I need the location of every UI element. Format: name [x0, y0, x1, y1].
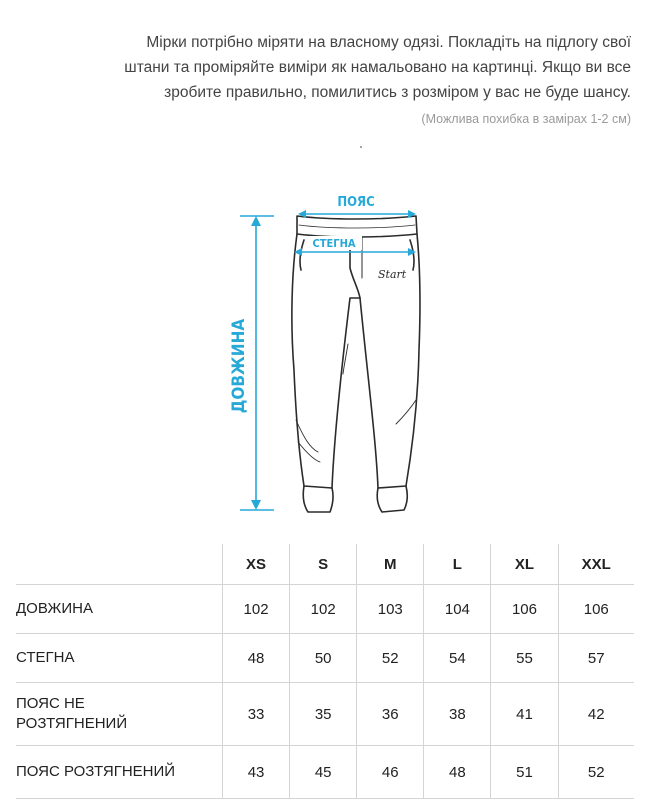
table-row [16, 683, 634, 746]
pants-measurement-diagram [200, 180, 440, 520]
table-cell: 48 [424, 746, 491, 799]
size-header: XL [491, 544, 558, 585]
table-cell: 106 [491, 585, 558, 634]
waist-label: ПОЯС [337, 195, 375, 210]
row-label-waist-relaxed [16, 683, 223, 746]
decorative-dot [360, 146, 362, 148]
table-cell: 102 [290, 585, 357, 634]
table-row [16, 585, 634, 634]
row-label-line: ПОЯС НЕ [16, 695, 85, 712]
row-label-hips: СТЕГНА [16, 634, 223, 683]
table-cell: 45 [290, 746, 357, 799]
table-cell: 102 [223, 585, 290, 634]
pants-outline [292, 216, 420, 512]
table-cell: 41 [491, 683, 558, 746]
table-cell: 43 [223, 746, 290, 799]
hips-label: СТЕГНА [312, 237, 356, 250]
table-cell: 38 [424, 683, 491, 746]
table-cell: 51 [491, 746, 558, 799]
length-label: ДОВЖИНА [229, 318, 249, 414]
row-label-waist-stretched: ПОЯС РОЗТЯГНЕНИЙ [16, 746, 223, 799]
measurement-error-note: (Можлива похибка в замірах 1-2 см) [421, 112, 631, 126]
table-cell: 35 [290, 683, 357, 746]
table-cell: 55 [491, 634, 558, 683]
row-label-length: ДОВЖИНА [16, 585, 223, 634]
table-cell: 104 [424, 585, 491, 634]
table-cell: 52 [357, 634, 424, 683]
intro-line-2: штани та проміряйте виміри як намальовано на картинці. Якщо ви все [124, 59, 631, 76]
size-header-row [16, 544, 634, 585]
table-cell: 106 [558, 585, 634, 634]
table-row [16, 746, 634, 799]
size-header: S [290, 544, 357, 585]
size-chart-table [16, 544, 634, 799]
table-cell: 42 [558, 683, 634, 746]
intro-line-3: зробите правильно, помилитись з розміром у вас не буде шансу. [164, 84, 631, 101]
table-row [16, 634, 634, 683]
logo-mark: Start [378, 268, 407, 281]
table-cell: 57 [558, 634, 634, 683]
row-label-line: РОЗТЯГНЕНИЙ [16, 715, 128, 732]
table-cell: 103 [357, 585, 424, 634]
table-cell: 52 [558, 746, 634, 799]
table-cell: 46 [357, 746, 424, 799]
size-header: M [357, 544, 424, 585]
table-cell: 36 [357, 683, 424, 746]
table-cell: 33 [223, 683, 290, 746]
table-cell: 54 [424, 634, 491, 683]
intro-line-1: Мірки потрібно міряти на власному одязі. Покладіть на підлогу свої [146, 34, 631, 51]
intro-text [31, 30, 631, 105]
size-header: L [424, 544, 491, 585]
table-cell: 48 [223, 634, 290, 683]
size-header: XS [223, 544, 290, 585]
table-cell: 50 [290, 634, 357, 683]
table-corner [16, 544, 223, 585]
size-header: XXL [558, 544, 634, 585]
